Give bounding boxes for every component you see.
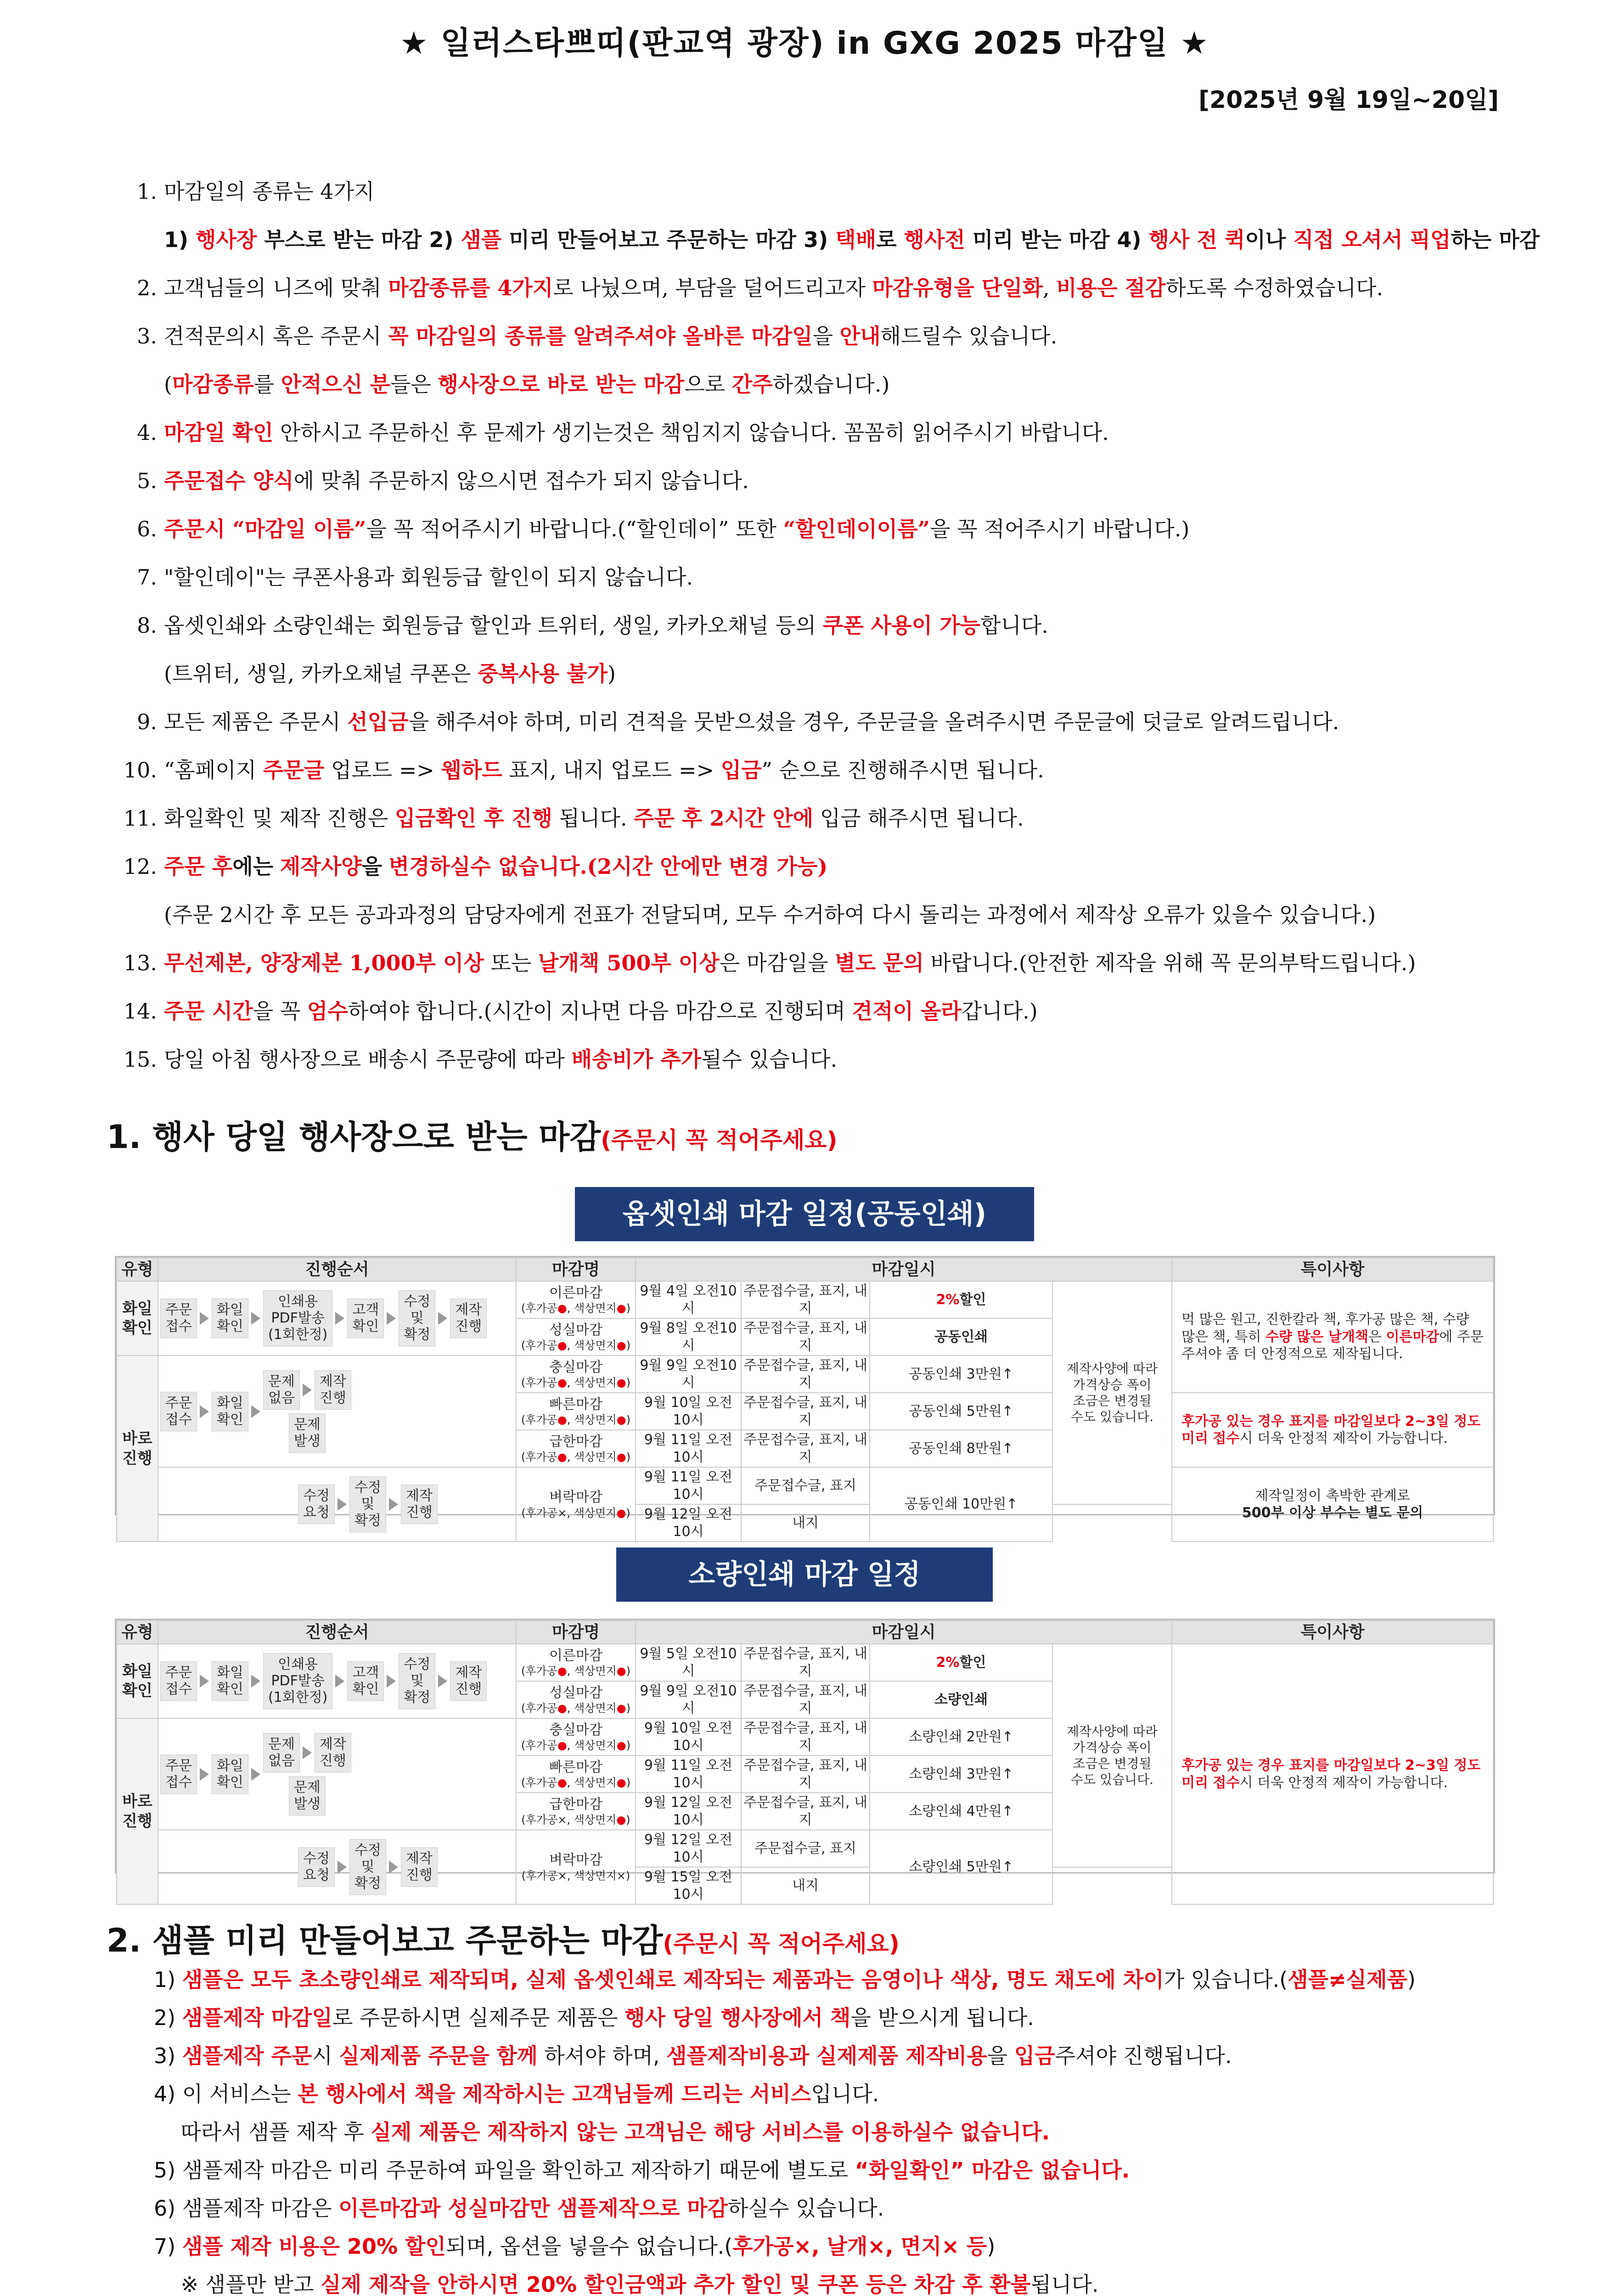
table-cell: 2%할인 xyxy=(870,1281,1052,1318)
table-cell: 빠른마감 (후가공●, 색상면지●) xyxy=(516,1393,636,1430)
table-cell: 빠른마감 (후가공●, 색상면지●) xyxy=(516,1756,636,1793)
notice-item: 11. 화일확인 및 제작 진행은 입금확인 후 진행 됩니다. 주문 후 2시간 안에 입금 해주시면 됩니다. xyxy=(123,806,1024,831)
table-part: 인쇄용 PDF발송 (1회한정) xyxy=(263,1290,332,1346)
notice-item: (마감종류를 안적으신 분들은 행사장으로 바로 받는 마감으로 간주하겠습니다.) xyxy=(164,372,890,397)
table-cell: 화일 확인 xyxy=(117,1281,158,1356)
table-cell: 9월 9일 오전10시 xyxy=(636,1356,741,1393)
table-cell: 9월 12일 오전10시 xyxy=(636,1793,741,1830)
table-cell: 내지 xyxy=(741,1504,870,1542)
table-part: 제작 진행 xyxy=(450,1299,487,1338)
table-part xyxy=(251,1405,260,1418)
table-part: 수정 요청 xyxy=(298,1847,335,1887)
table-row xyxy=(117,1467,1493,1504)
section1-title: 1. 행사 당일 행사장으로 받는 마감(주문시 꼭 적어주세요) xyxy=(107,1118,838,1156)
table-part: 수정 및 확정 xyxy=(349,1476,386,1532)
table-cell: 9월 12일 오전10시 xyxy=(636,1504,741,1542)
table-cell: 이른마감 (후가공●, 색상면지●) xyxy=(516,1281,636,1318)
table-part: 화일 확인 xyxy=(212,1755,248,1794)
table-part xyxy=(389,1861,398,1874)
table-cell: 9월 15일 오전10시 xyxy=(636,1867,741,1904)
sample-notice-item: 2) 샘플제작 마감일로 주문하시면 실제주문 제품은 행사 당일 행사장에서 책을 받으시게 됩니다. xyxy=(154,2005,1034,2030)
table-part xyxy=(303,1384,312,1396)
table-cell: 9월 11일 오전10시 xyxy=(636,1430,741,1467)
table-header-cell: 마감일시 xyxy=(636,1621,1172,1644)
table-cell: 9월 8일 오전10시 xyxy=(636,1318,741,1356)
table-part: 제작 진행 xyxy=(315,1733,351,1773)
offset-schedule-banner: 옵셋인쇄 마감 일정(공동인쇄) xyxy=(575,1187,1034,1241)
table-part xyxy=(387,1312,396,1325)
sample-notice-item: 5) 샘플제작 마감은 미리 주문하여 파일을 확인하고 제작하기 때문에 별도로 “화일확인” 마감은 없습니다. xyxy=(154,2158,1130,2183)
table-part xyxy=(160,1733,514,1816)
table-part: 수정 및 확정 xyxy=(349,1839,386,1895)
table-cell: 후가공 있는 경우 표지를 마감일보다 2~3일 정도 미리 접수시 더욱 안정적 제작이 가능합니다. xyxy=(1172,1393,1493,1467)
table-part: 제작 진행 xyxy=(401,1847,438,1887)
table-cell: 충실마감 (후가공●, 색상면지●) xyxy=(516,1356,636,1393)
table-cell: 공동인쇄 xyxy=(870,1318,1052,1356)
table-cell: 9월 5일 오전10시 xyxy=(636,1644,741,1681)
table-cell: 공동인쇄 3만원↑ xyxy=(870,1356,1052,1393)
table-part: 수정 및 확정 xyxy=(399,1290,435,1346)
table-cell: 공동인쇄 8만원↑ xyxy=(870,1430,1052,1467)
table-part xyxy=(389,1498,398,1511)
table-cell: 성실마감 (후가공●, 색상면지●) xyxy=(516,1318,636,1356)
table-cell: 주문접수글, 표지 xyxy=(741,1830,870,1867)
table-cell: 주문접수글, 표지, 내지 xyxy=(741,1318,870,1356)
notice-item: 6. 주문시 “마감일 이름”을 꼭 적어주시기 바랍니다.(“할인데이” 또한 “할인데이이름”을 꼭 적어주시기 바랍니다.) xyxy=(137,517,1190,541)
sample-notice-item: 7) 샘플 제작 비용은 20% 할인되며, 옵션을 넣을수 없습니다.(후가공×, 날개×, 면지× 등) xyxy=(154,2234,996,2259)
table-cell: 충실마감 (후가공●, 색상면지●) xyxy=(516,1718,636,1756)
page-title: ★ 일러스타쁘띠(판교역 광장) in GXG 2025 마감일 ★ xyxy=(399,25,1210,62)
table-cell: 9월 4일 오전10시 xyxy=(636,1281,741,1318)
table-row xyxy=(117,1621,1493,1644)
table-part xyxy=(160,1839,514,1895)
table-part: 문제 발생 xyxy=(289,1413,326,1453)
table-part: 문제 발생 xyxy=(289,1776,326,1816)
table-cell: 제작일정이 촉박한 관계로 500부 이상 부수는 별도 문의 xyxy=(1172,1467,1493,1542)
table-cell: 9월 9일 오전10시 xyxy=(636,1681,741,1718)
notice-item: 9. 모든 제품은 주문시 선입금을 해주셔야 하며, 미리 견적을 뭇받으셨을 경우, 주문글을 올려주시면 주문글에 덧글로 알려드립니다. xyxy=(137,709,1339,734)
table-part xyxy=(116,1620,1494,1905)
notice-item: 1. 마감일의 종류는 4가지 xyxy=(137,179,375,204)
table-cell: 주문접수글, 표지, 내지 xyxy=(741,1356,870,1393)
table-part xyxy=(387,1675,396,1688)
table-row xyxy=(117,1644,1493,1681)
table-part: 주문 접수 xyxy=(160,1661,197,1701)
table-part: 수정 및 확정 xyxy=(399,1653,435,1709)
notice-item: (주문 2시간 후 모든 공과과정의 담당자에게 전표가 전달되며, 모두 수거하여 다시 돌리는 과정에서 제작상 오류가 있을수 있습니다.) xyxy=(164,902,1376,927)
table-cell: 주문접수글, 표지, 내지 xyxy=(741,1756,870,1793)
table-part: 주문 접수 xyxy=(160,1755,197,1794)
table-header-cell: 특이사항 xyxy=(1172,1258,1493,1281)
table-part xyxy=(263,1370,351,1410)
table-cell: 주문접수글, 표지, 내지 xyxy=(741,1430,870,1467)
sample-notice-item: 3) 샘플제작 주문시 실제제품 주문을 함께 하셔야 하며, 샘플제작비용과 실제제품 제작비용을 입금주셔야 진행됩니다. xyxy=(154,2043,1232,2068)
table-header-cell: 진행순서 xyxy=(158,1258,516,1281)
sample-notice-list xyxy=(154,1961,1531,2296)
table-cell: 먹 많은 원고, 진한칼라 책, 후가공 많은 책, 수량 많은 책, 특히 수량 많은 날개책은 이른마감에 주문 주셔야 좀 더 안정적으로 제작됩니다. xyxy=(1172,1281,1493,1393)
table-cell: 소량인쇄 5만원↑ xyxy=(870,1830,1052,1904)
table-cell: 2%할인 xyxy=(870,1644,1052,1681)
table-cell: 제작사양에 따라 가격상승 폭이 조금은 변경될 수도 있습니다. xyxy=(1052,1644,1172,1867)
table-part: 고객 확인 xyxy=(347,1299,384,1338)
small-schedule-table xyxy=(115,1619,1495,1902)
table-header-cell: 특이사항 xyxy=(1172,1621,1493,1644)
table-cell: 주문접수글, 표지, 내지 xyxy=(741,1793,870,1830)
table-part xyxy=(160,1290,514,1346)
table-cell: 벼락마감 (후가공×, 색상면지×) xyxy=(516,1830,636,1904)
table-part: 제작 진행 xyxy=(450,1661,487,1701)
notice-item: 3. 견적문의시 혹은 주문시 꼭 마감일의 종류를 알려주셔야 올바른 마감일을 안내해드릴수 있습니다. xyxy=(137,324,1058,349)
table-cell: 급한마감 (후가공●, 색상면지●) xyxy=(516,1430,636,1467)
table-part xyxy=(338,1861,347,1874)
table-cell: 주문접수글, 표지, 내지 xyxy=(741,1718,870,1756)
sample-notice-item: 6) 샘플제작 마감은 이른마감과 성실마감만 샘플제작으로 마감하실수 있습니다. xyxy=(154,2196,884,2221)
table-part xyxy=(200,1312,209,1325)
table-cell: 주문접수글, 표지, 내지 xyxy=(741,1644,870,1681)
table-part xyxy=(251,1768,260,1781)
table-part xyxy=(251,1312,260,1325)
notice-item: 7. "할인데이"는 쿠폰사용과 회원등급 할인이 되지 않습니다. xyxy=(137,565,693,590)
table-cell: 주문접수글, 표지 xyxy=(741,1467,870,1504)
offset-schedule-table xyxy=(115,1256,1495,1540)
table-header-cell: 마감명 xyxy=(516,1621,636,1644)
table-part xyxy=(251,1675,260,1688)
table-part xyxy=(160,1476,514,1532)
table-cell xyxy=(158,1281,516,1356)
table-cell: 내지 xyxy=(741,1867,870,1904)
table-part: 화일 확인 xyxy=(212,1661,248,1701)
table-cell: 소량인쇄 4만원↑ xyxy=(870,1793,1052,1830)
sample-notice-item: 4) 이 서비스는 본 행사에서 책을 제작하시는 고객님들께 드리는 서비스입니다. xyxy=(154,2082,879,2106)
table-cell: 주문접수글, 표지, 내지 xyxy=(741,1681,870,1718)
table-cell xyxy=(158,1467,516,1542)
notice-item: 2. 고객님들의 니즈에 맞춰 마감종류를 4가지로 나눴으며, 부담을 덜어드리고자 마감유형을 단일화, 비용은 절감하도록 수정하였습니다. xyxy=(137,276,1384,300)
table-cell: 벼락마감 (후가공×, 색상면지●) xyxy=(516,1467,636,1542)
table-part: 제작 진행 xyxy=(315,1370,351,1410)
table-part xyxy=(335,1675,344,1688)
notice-item: (트위터, 생일, 카카오채널 쿠폰은 중복사용 불가) xyxy=(164,661,616,686)
table-part xyxy=(303,1746,312,1759)
table-cell: 9월 10일 오전10시 xyxy=(636,1718,741,1756)
notice-list xyxy=(120,168,1540,1084)
table-cell xyxy=(158,1718,516,1830)
table-part: 주문 접수 xyxy=(160,1392,197,1431)
table-cell: 9월 11일 오전10시 xyxy=(636,1756,741,1793)
table-row xyxy=(117,1281,1493,1318)
table-part: 문제 없음 xyxy=(263,1370,300,1410)
table-cell xyxy=(158,1830,516,1904)
table-row xyxy=(117,1258,1493,1281)
table-part xyxy=(200,1768,209,1781)
table-part xyxy=(438,1312,447,1325)
table-part xyxy=(116,1257,1494,1542)
table-part xyxy=(160,1653,514,1709)
table-cell: 성실마감 (후가공●, 색상면지●) xyxy=(516,1681,636,1718)
table-part: 고객 확인 xyxy=(347,1661,384,1701)
small-schedule-banner: 소량인쇄 마감 일정 xyxy=(616,1548,993,1602)
table-part xyxy=(160,1370,514,1453)
table-part: 문제 없음 xyxy=(263,1733,300,1773)
notice-item: 13. 무선제본, 양장제본 1,000부 이상 또는 날개책 500부 이상은 마감일을 별도 문의 바랍니다.(안전한 제작을 위해 꼭 문의부탁드립니다.) xyxy=(123,951,1416,975)
table-cell: 이른마감 (후가공●, 색상면지●) xyxy=(516,1644,636,1681)
table-part xyxy=(338,1498,347,1511)
table-cell xyxy=(158,1356,516,1467)
table-cell: 소량인쇄 3만원↑ xyxy=(870,1756,1052,1793)
table-cell: 공동인쇄 5만원↑ xyxy=(870,1393,1052,1430)
sample-notice-item: 따라서 샘플 제작 후 실제 제품은 제작하지 않는 고객님은 해당 서비스를 이용하실수 없습니다. xyxy=(154,2120,1050,2144)
table-cell: 소량인쇄 2만원↑ xyxy=(870,1718,1052,1756)
table-part xyxy=(335,1312,344,1325)
table-part xyxy=(200,1675,209,1688)
table-part: 화일 확인 xyxy=(212,1392,248,1431)
table-header-cell: 마감명 xyxy=(516,1258,636,1281)
table-cell: 주문접수글, 표지, 내지 xyxy=(741,1281,870,1318)
notice-item: 15. 당일 아침 행사장으로 배송시 주문량에 따라 배송비가 추가될수 있습니다. xyxy=(123,1047,838,1072)
date-range: [2025년 9월 19일~20일] xyxy=(1198,86,1499,114)
notice-item: 8. 옵셋인쇄와 소량인쇄는 회원등급 할인과 트위터, 생일, 카카오채널 등의 쿠폰 사용이 가능합니다. xyxy=(137,613,1048,638)
table-part: 수정 요청 xyxy=(298,1485,335,1524)
table-cell: 9월 10일 오전10시 xyxy=(636,1393,741,1430)
table-cell: 공동인쇄 10만원↑ xyxy=(870,1467,1052,1542)
table-part xyxy=(200,1405,209,1418)
notice-item: 12. 주문 후에는 제작사양을 변경하실수 없습니다.(2시간 안에만 변경 가능) xyxy=(123,854,828,879)
notice-item: 5. 주문접수 양식에 맞춰 주문하지 않으시면 접수가 되지 않습니다. xyxy=(137,468,749,493)
table-header-cell: 유형 xyxy=(117,1258,158,1281)
table-cell xyxy=(158,1644,516,1718)
table-part xyxy=(263,1733,351,1773)
notice-item: 14. 주문 시간을 꼭 엄수하여야 합니다.(시간이 지나면 다음 마감으로 진행되며 견적이 올라갑니다.) xyxy=(123,999,1038,1024)
notice-item: 4. 마감일 확인 안하시고 주문하신 후 문제가 생기는것은 책임지지 않습니다. 꼼꼼히 읽어주시기 바랍니다. xyxy=(137,420,1109,445)
table-cell: 후가공 있는 경우 표지를 마감일보다 2~3일 정도 미리 접수시 더욱 안정적 제작이 가능합니다. xyxy=(1172,1644,1493,1904)
table-cell: 주문접수글, 표지, 내지 xyxy=(741,1393,870,1430)
table-cell: 바로 진행 xyxy=(117,1718,158,1904)
notice-item: 10. “홈페이지 주문글 업로드 => 웹하드 표지, 내지 업로드 => 입금” 순으로 진행해주시면 됩니다. xyxy=(123,758,1044,782)
table-part: 주문 접수 xyxy=(160,1299,197,1338)
table-part: 화일 확인 xyxy=(212,1299,248,1338)
section2-title: 2. 샘플 미리 만들어보고 주문하는 마감(주문시 꼭 적어주세요) xyxy=(107,1922,900,1959)
table-cell: 바로 진행 xyxy=(117,1356,158,1542)
table-cell: 제작사양에 따라 가격상승 폭이 조금은 변경될 수도 있습니다. xyxy=(1052,1281,1172,1504)
sample-notice-item: ※ 샘플만 받고 실제 제작을 안하시면 20% 할인금액과 추가 할인 및 쿠폰 등은 차감 후 환불됩니다. xyxy=(154,2272,1099,2296)
sample-notice-item: 1) 샘플은 모두 초소량인쇄로 제작되며, 실제 옵셋인쇄로 제작되는 제품과는 음영이나 색상, 명도 채도에 차이가 있습니다.(샘플≠실제품) xyxy=(154,1967,1416,1992)
table-cell: 급한마감 (후가공×, 색상면지●) xyxy=(516,1793,636,1830)
table-header-cell: 진행순서 xyxy=(158,1621,516,1644)
table-cell: 9월 11일 오전10시 xyxy=(636,1467,741,1504)
notice-item: 1) 행사장 부스로 받는 마감 2) 샘플 미리 만들어보고 주문하는 마감 3) 택배로 행사전 미리 받는 마감 4) 행사 전 퀵이나 직접 오셔서 픽업하는 마감 xyxy=(164,227,1540,252)
table-header-cell: 유형 xyxy=(117,1621,158,1644)
table-cell: 소량인쇄 xyxy=(870,1681,1052,1718)
table-cell: 9월 12일 오전10시 xyxy=(636,1830,741,1867)
table-part: 인쇄용 PDF발송 (1회한정) xyxy=(263,1653,332,1709)
table-part xyxy=(438,1675,447,1688)
table-part: 제작 진행 xyxy=(401,1485,438,1524)
table-header-cell: 마감일시 xyxy=(636,1258,1172,1281)
table-cell: 화일 확인 xyxy=(117,1644,158,1718)
